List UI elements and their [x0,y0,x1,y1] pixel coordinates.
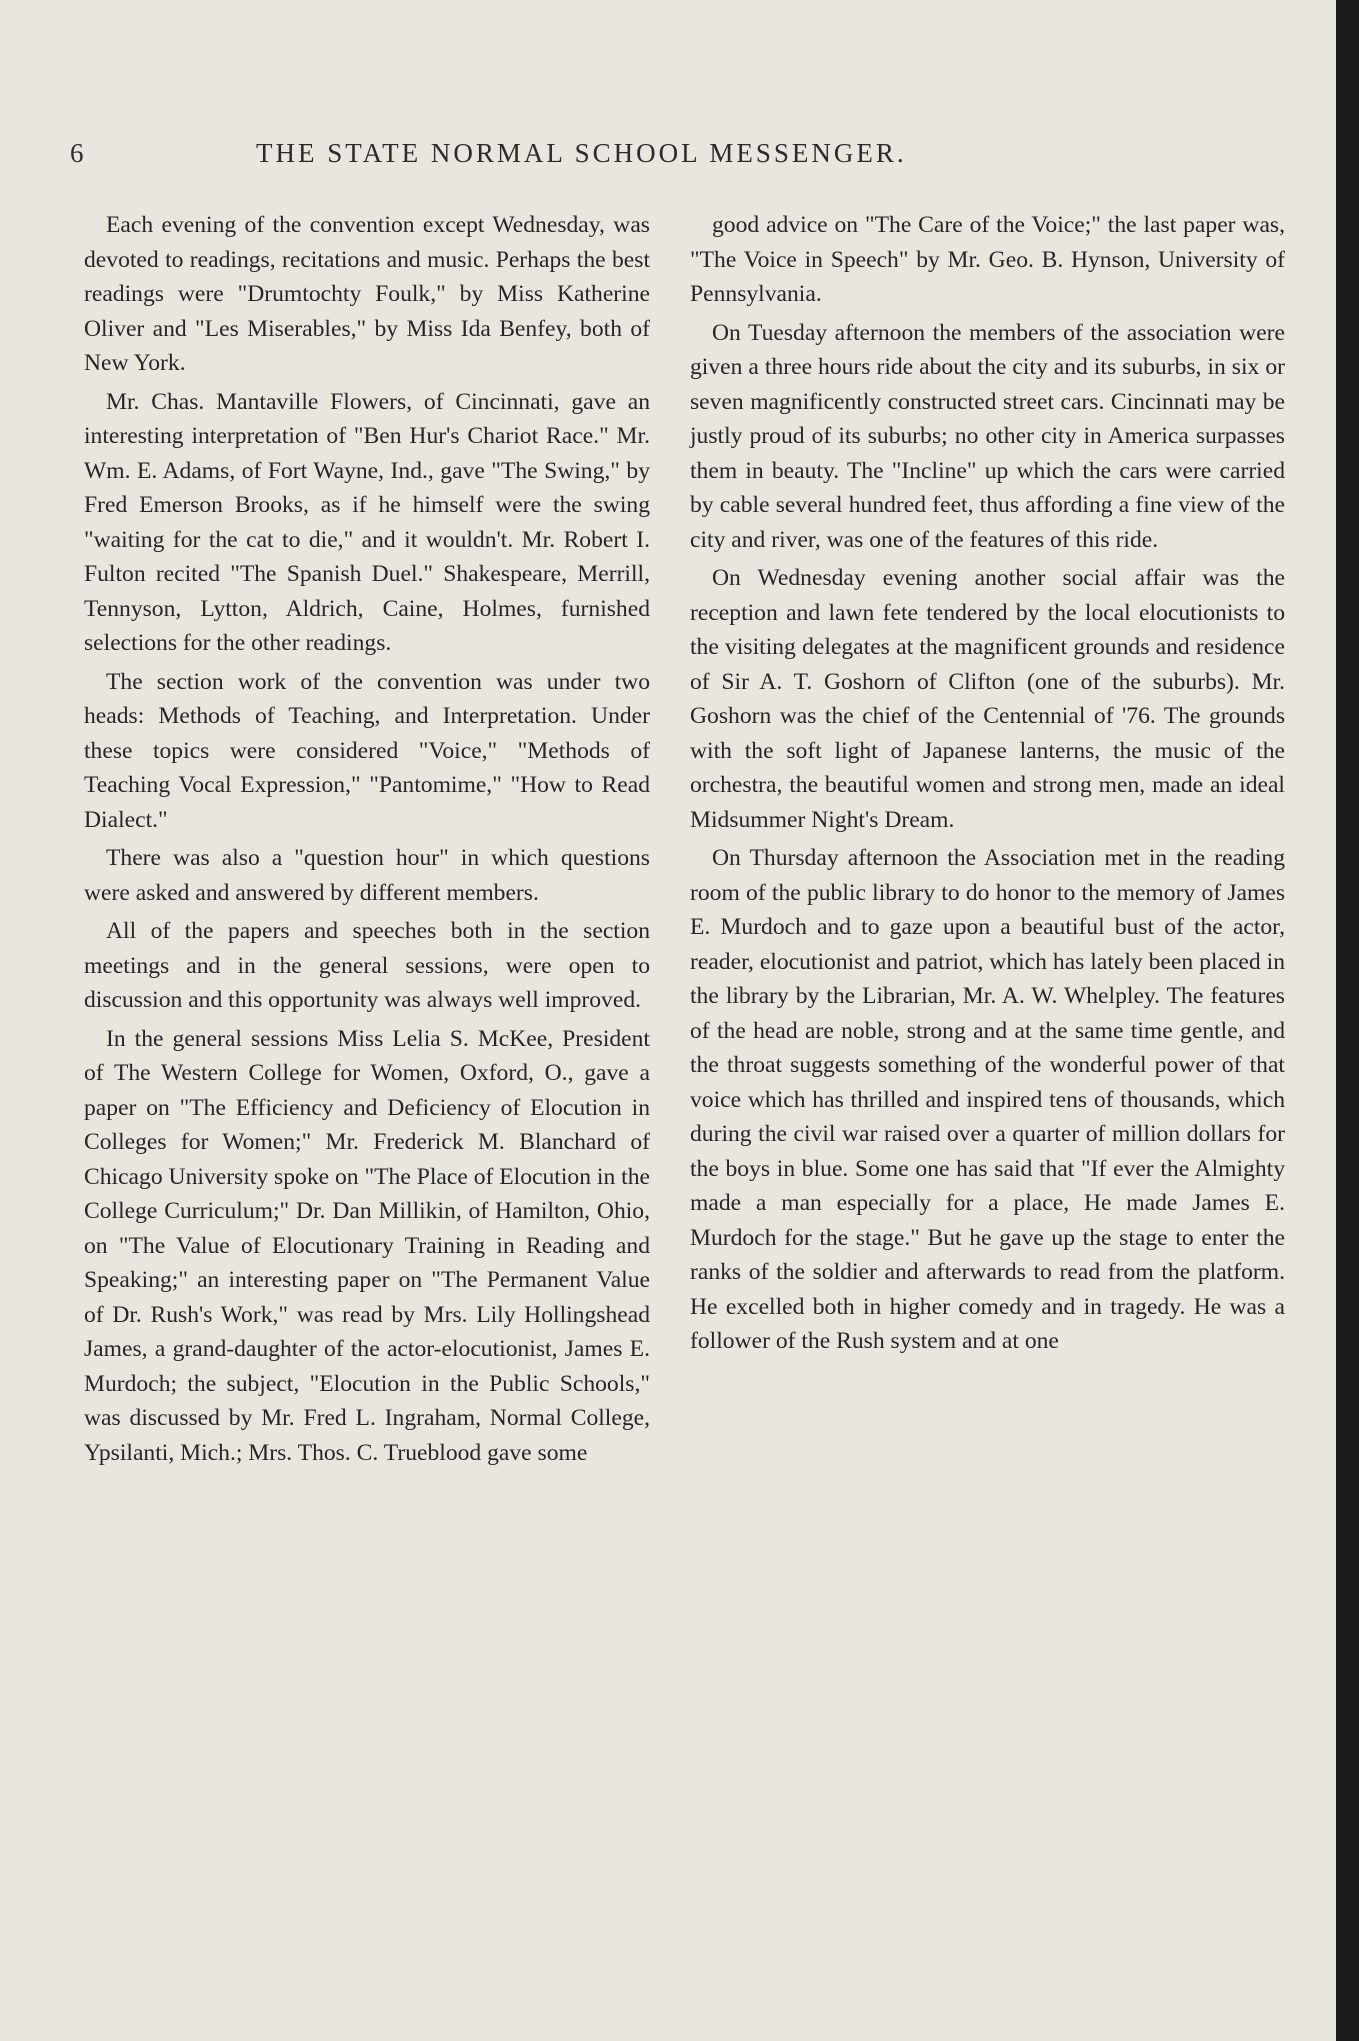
paragraph: On Thursday afternoon the Association met in the reading room of the public library to do honor to the memory of James E. Murdoch and to gaze upon a beautiful bust of the actor, reader, elocutionist and patriot, which has lately been placed in the library by the Librarian, Mr. A. W. Whelpley. The features of the head are noble, strong and at the same time gentle, and the throat suggests something of the wonderful power of that voice which has thrilled and inspired tens of thousands, which during the civil war raised over a quarter of million dollars for the boys in blue. Some one has said that "If ever the Almighty made a man especially for a place, He made James E. Murdoch for the stage." But he gave up the stage to enter the ranks of the soldier and afterwards to read from the platform. He excelled both in higher comedy and in tragedy. He was a follower of the Rush system and at one [690,845,1285,1354]
paragraph: good advice on "The Care of the Voice;" the last paper was, "The Voice in Speech" by Mr. Geo. B. Hynson, University of Pennsylvania. [690,212,1285,307]
left-column [84,208,650,1474]
paragraph: Mr. Chas. Mantaville Flowers, of Cincinnati, gave an interesting interpretation of "Ben Hur's Chariot Race." Mr. Wm. E. Adams, of Fort Wayne, Ind., gave "The Swing," by Fred Emerson Brooks, as if he himself were the swing "waiting for the cat to die," and it wouldn't. Mr. Robert I. Fulton recited "The Spanish Duel." Shakespeare, Merrill, Tennyson, Lytton, Aldrich, Caine, Holmes, furnished selections for the other readings. [84,388,650,656]
page-number: 6 [70,138,87,168]
paragraph: On Wednesday evening another social affair was the reception and lawn fete tendered by the local elocutionists to the visiting delegates at the magnificent grounds and residence of Sir A. T. Goshorn of Clifton (one of the suburbs). Mr. Goshorn was the chief of the Centennial of '76. The grounds with the soft light of Japanese lanterns, the music of the orchestra, the beautiful women and strong men, made an ideal Midsummer Night's Dream. [690,565,1285,833]
paragraph: There was also a "question hour" in which questions were asked and answered by different members. [84,845,650,906]
scan-edge [1336,0,1359,2041]
paragraph: The section work of the convention was under two heads: Methods of Teaching, and Interpretation. Under these topics were considered "Voice," "Methods of Teaching Vocal Expression," "Pantomime," "How to Read Dialect." [84,668,650,833]
page-header [70,138,1250,178]
paragraph: Each evening of the convention except Wednesday, was devoted to readings, recitations and music. Perhaps the best readings were "Drumtochty Foulk," by Miss Katherine Oliver and "Les Miserables," by Miss Ida Benfey, both of New York. [84,212,650,376]
publication-title: THE STATE NORMAL SCHOOL MESSENGER. [256,138,907,168]
right-column [690,208,1285,1363]
paragraph: All of the papers and speeches both in the section meetings and in the general sessions, were open to discussion and this opportunity was always well improved. [84,918,650,1013]
paragraph: In the general sessions Miss Lelia S. McKee, President of The Western College for Women, Oxford, O., gave a paper on "The Efficiency and Deficiency of Elocution in Colleges for Women;" Mr. Frederick M. Blanchard of Chicago University spoke on "The Place of Elocution in the College Curriculum;" Dr. Dan Millikin, of Hamilton, Ohio, on "The Value of Elocutionary Training in Reading and Speaking;" an interesting paper on "The Permanent Value of Dr. Rush's Work," was read by Mrs. Lily Hollingshead James, a grand-daughter of the actor-elocutionist, James E. Murdoch; the subject, "Elocution in the Public Schools," was discussed by Mr. Fred L. Ingraham, Normal College, Ypsilanti, Mich.; Mrs. Thos. C. Trueblood gave some [84,1025,650,1466]
paragraph: On Tuesday afternoon the members of the association were given a three hours ride about the city and its suburbs, in six or seven magnificently constructed street cars. Cincinnati may be justly proud of its suburbs; no other city in America surpasses them in beauty. The "Incline" up which the cars were carried by cable several hundred feet, thus affording a fine view of the city and river, was one of the features of this ride. [690,319,1285,553]
